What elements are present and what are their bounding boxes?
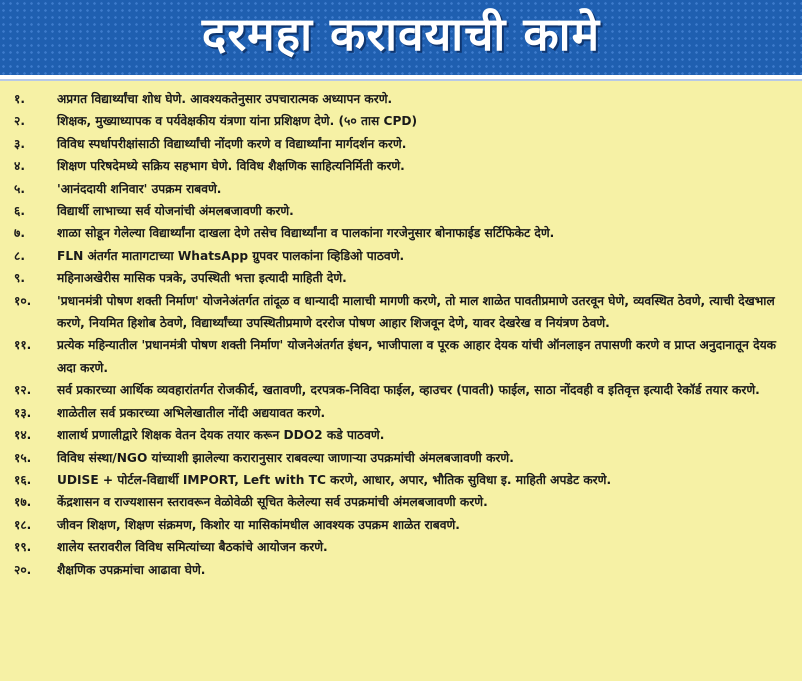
list-item: [14, 200, 794, 222]
item-text: प्रत्येक महिन्यातील 'प्रधानमंत्री पोषण शक्ती निर्माण' योजनेअंतर्गत इंधन, भाजीपाला व पूरक आहार देयक यांची ऑनलाइन तपासणी करणे व प्राप्त अनुदानातून देयक अदा करणे.: [57, 338, 776, 375]
item-number: ९.: [14, 271, 25, 286]
list-item: [14, 379, 794, 401]
item-number: १५.: [14, 450, 32, 465]
item-text: शिक्षण परिषदेमध्ये सक्रिय सहभाग घेणे. विविध शैक्षणिक साहित्यनिर्मिती करणे.: [57, 159, 405, 174]
item-number: १८.: [14, 517, 32, 532]
item-number: १४.: [14, 428, 32, 443]
item-number: १०.: [14, 293, 32, 308]
item-text: विद्यार्थी लाभाच्या सर्व योजनांची अंमलबजावणी करणे.: [57, 204, 294, 219]
item-text: FLN अंतर्गत मातागटाच्या WhatsApp ग्रुपवर पालकांना व्हिडिओ पाठवणे.: [57, 248, 405, 263]
item-text: शाळेतील सर्व प्रकारच्या अभिलेखातील नोंदी अद्ययावत करणे.: [57, 405, 326, 420]
list-item: [14, 514, 794, 536]
list-item: [14, 469, 794, 491]
list-item: [14, 334, 794, 379]
item-text: UDISE + पोर्टल-विद्यार्थी IMPORT, Left with TC करणे, आधार, अपार, भौतिक सुविधा इ. माहिती अपडेट करणे.: [57, 472, 612, 487]
item-number: १६.: [14, 472, 32, 487]
list-item: [14, 155, 794, 177]
list-item: [14, 491, 794, 513]
item-text: अप्रगत विद्यार्थ्यांचा शोध घेणे. आवश्यकतेनुसार उपचारात्मक अध्यापन करणे.: [57, 92, 393, 106]
item-text: विविध संस्था/NGO यांच्याशी झालेल्या करारानुसार राबवल्या जाणाऱ्या उपक्रमांची अंमलबजावणी करणे.: [57, 450, 514, 465]
item-number: २.: [14, 114, 25, 129]
list-item: [14, 245, 794, 267]
item-text: विविध स्पर्धापरीक्षांसाठी विद्यार्थ्यांची नोंदणी करणे व विद्यार्थ्यांना मार्गदर्शन करणे.: [57, 136, 407, 151]
item-text: शाळा सोडून गेलेल्या विद्यार्थ्यांना दाखला देणे तसेच विद्यार्थ्यांना व पालकांना गरजेनुसार बोनाफाईड सर्टिफिकेट देणे.: [57, 226, 555, 241]
item-number: २०.: [14, 562, 32, 577]
item-number: ८.: [14, 248, 25, 263]
list-item: [14, 559, 794, 581]
item-number: ६.: [14, 204, 25, 219]
list-item: [14, 536, 794, 558]
list-item: [14, 133, 794, 155]
list-item: [14, 402, 794, 424]
item-text: केंद्रशासन व राज्यशासन स्तरावरून वेळोवेळी सूचित केलेल्या सर्व उपक्रमांची अंमलबजावणी करणे.: [57, 495, 488, 510]
list-item: [14, 178, 794, 200]
list-item: [14, 267, 794, 289]
item-text: शालार्थ प्रणालीद्वारे शिक्षक वेतन देयक तयार करून DDO2 कडे पाठवणे.: [57, 428, 385, 443]
item-number: ४.: [14, 159, 25, 174]
item-number: ११.: [14, 338, 32, 353]
list-item: [14, 110, 794, 132]
item-text: 'आनंददायी शनिवार' उपक्रम राबवणे.: [57, 181, 222, 196]
list-item: [14, 447, 794, 469]
item-text: शैक्षणिक उपक्रमांचा आढावा घेणे.: [57, 562, 206, 577]
title-banner: [0, 0, 802, 79]
list-item: [14, 290, 794, 335]
item-number: ७.: [14, 226, 25, 241]
item-text: 'प्रधानमंत्री पोषण शक्ती निर्माण' योजनेअंतर्गत तांदूळ व धान्यादी मालाची मागणी करणे, तो माल शाळेत पावतीप्रमाणे उतरवून घेणे, व्यवस्थित ठेवणे, त्याची देखभाल करणे, नियमित हिशोब ठेवणे, विद्यार्थ्यांच्या उपस्थितीप्रमाणे दररोज पोषण आहार शिजवून देणे, यावर देखरेख व नियंत्रण ठेवणे.: [57, 293, 775, 331]
list-item: [14, 222, 794, 244]
item-text: महिनाअखेरीस मासिक पत्रके, उपस्थिती भत्ता इत्यादी माहिती देणे.: [57, 271, 347, 286]
item-number: १७.: [14, 495, 32, 510]
item-text: सर्व प्रकारच्या आर्थिक व्यवहारांतर्गत रोजकीर्द, खतावणी, दरपत्रक-निविदा फाईल, व्हाउचर (पावती) फाईल, साठा नोंदवही व इतिवृत्त इत्यादी रेकॉर्ड तयार करणे.: [57, 383, 760, 398]
item-text: शालेय स्तरावरील विविध समित्यांच्या बैठकांचे आयोजन करणे.: [57, 540, 328, 555]
page-title: दरमहा करावयाची कामे: [201, 7, 601, 61]
list-item: [14, 424, 794, 446]
list-item: [14, 88, 794, 110]
item-number: १२.: [14, 383, 32, 398]
item-text: जीवन शिक्षण, शिक्षण संक्रमण, किशोर या मासिकांमधील आवश्यक उपक्रम शाळेत राबवणे.: [57, 517, 460, 532]
item-number: ५.: [14, 181, 25, 196]
item-number: १९.: [14, 540, 32, 555]
item-text: शिक्षक, मुख्याध्यापक व पर्यवेक्षकीय यंत्रणा यांना प्रशिक्षण देणे. (५० तास CPD): [57, 114, 418, 129]
item-number: ३.: [14, 136, 25, 151]
item-number: १३.: [14, 405, 32, 420]
task-list: [0, 79, 802, 581]
item-number: १.: [14, 92, 25, 106]
